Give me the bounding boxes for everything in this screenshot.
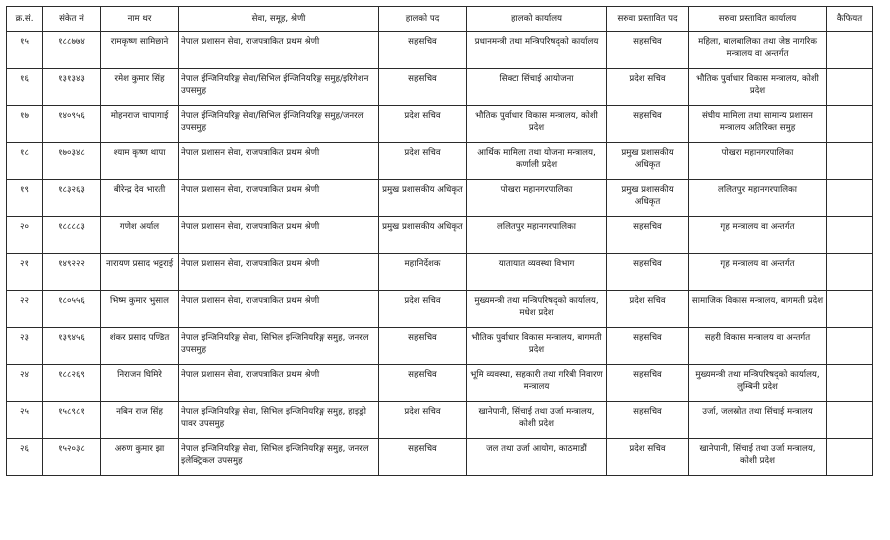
table-row — [7, 32, 873, 69]
cell-proposed-post: सहसचिव — [607, 254, 689, 291]
header-current-post: हालको पद — [379, 7, 467, 32]
cell-current-post: प्रमुख प्रशासकीय अधिकृत — [379, 217, 467, 254]
cell-current-post: प्रदेश सचिव — [379, 291, 467, 328]
cell-proposed-office: उर्जा, जलस्रोत तथा सिंचाई मन्त्रालय — [689, 402, 827, 439]
cell-name: भिष्म कुमार भुसाल — [101, 291, 179, 328]
cell-sn: २३ — [7, 328, 43, 365]
cell-sn: २४ — [7, 365, 43, 402]
table-row — [7, 106, 873, 143]
cell-sn: १५ — [7, 32, 43, 69]
cell-sn: २० — [7, 217, 43, 254]
cell-proposed-office: पोखरा महानगरपालिका — [689, 143, 827, 180]
cell-remarks — [827, 143, 873, 180]
cell-proposed-post: प्रदेश सचिव — [607, 69, 689, 106]
cell-service: नेपाल ईन्जिनियरिङ्ग सेवा/सिभिल ईन्जिनियरिङ्ग समुह/इरिगेशन उपसमुह — [179, 69, 379, 106]
cell-current-post: सहसचिव — [379, 439, 467, 476]
cell-remarks — [827, 217, 873, 254]
cell-remarks — [827, 254, 873, 291]
cell-remarks — [827, 365, 873, 402]
cell-name: नारायण प्रसाद भट्टराई — [101, 254, 179, 291]
table-row — [7, 291, 873, 328]
header-proposed-office: सरुवा प्रस्तावित कार्यालय — [689, 7, 827, 32]
cell-sn: २५ — [7, 402, 43, 439]
cell-current-office: खानेपानी, सिंचाई तथा उर्जा मन्त्रालय, कोशी प्रदेश — [467, 402, 607, 439]
cell-name: अरुण कुमार झा — [101, 439, 179, 476]
cell-name: श्याम कृष्ण थापा — [101, 143, 179, 180]
cell-code: १८८७७४ — [43, 32, 101, 69]
cell-proposed-office: गृह मन्त्रालय वा अन्तर्गत — [689, 217, 827, 254]
cell-service: नेपाल प्रशासन सेवा, राजपत्राकित प्रथम श्रेणी — [179, 180, 379, 217]
cell-name: निराजन घिमिरे — [101, 365, 179, 402]
cell-code: १४०९५६ — [43, 106, 101, 143]
cell-remarks — [827, 32, 873, 69]
table-row — [7, 439, 873, 476]
cell-sn: २६ — [7, 439, 43, 476]
cell-sn: १७ — [7, 106, 43, 143]
cell-service: नेपाल ईन्जिनियरिङ्ग सेवा/सिभिल ईन्जिनियरिङ्ग समुह/जनरल उपसमुह — [179, 106, 379, 143]
cell-current-office: यातायात व्यवस्था विभाग — [467, 254, 607, 291]
cell-proposed-office: मुख्यमन्त्री तथा मन्त्रिपरिषद्को कार्यालय, लुम्बिनी प्रदेश — [689, 365, 827, 402]
cell-proposed-post: सहसचिव — [607, 32, 689, 69]
cell-current-office: सिक्टा सिंचाई आयोजना — [467, 69, 607, 106]
cell-sn: २२ — [7, 291, 43, 328]
cell-code: १८०५५६ — [43, 291, 101, 328]
cell-remarks — [827, 328, 873, 365]
cell-proposed-office: संघीय मामिला तथा सामान्य प्रशासन मन्त्रालय अतिरिक्त समुह — [689, 106, 827, 143]
header-row — [7, 7, 873, 32]
cell-current-office: भौतिक पुर्वाधार विकास मन्त्रालय, कोशी प्रदेश — [467, 106, 607, 143]
cell-code: १८३२६३ — [43, 180, 101, 217]
cell-proposed-post: सहसचिव — [607, 106, 689, 143]
table-row — [7, 180, 873, 217]
cell-current-office: आर्थिक मामिला तथा योजना मन्त्रालय, कर्णाली प्रदेश — [467, 143, 607, 180]
cell-service: नेपाल प्रशासन सेवा, राजपत्राकित प्रथम श्रेणी — [179, 217, 379, 254]
cell-current-office: भूमि व्यवस्था, सहकारी तथा गरिबी निवारण मन्त्रालय — [467, 365, 607, 402]
header-name: नाम थर — [101, 7, 179, 32]
cell-proposed-office: महिला, बालबालिका तथा जेष्ठ नागरिक मन्त्रालय वा अन्तर्गत — [689, 32, 827, 69]
cell-proposed-office: ललितपुर महानगरपालिका — [689, 180, 827, 217]
header-code: संकेत नं — [43, 7, 101, 32]
cell-service: नेपाल प्रशासन सेवा, राजपत्राकित प्रथम श्रेणी — [179, 291, 379, 328]
cell-proposed-office: गृह मन्त्रालय वा अन्तर्गत — [689, 254, 827, 291]
cell-name: मोहनराज चापागाई — [101, 106, 179, 143]
transfer-list-sheet — [6, 6, 873, 476]
cell-name: बीरेन्द्र देव भारती — [101, 180, 179, 217]
cell-current-post: सहसचिव — [379, 32, 467, 69]
cell-proposed-office: सामाजिक विकास मन्त्रालय, बागमती प्रदेश — [689, 291, 827, 328]
cell-proposed-office: खानेपानी, सिंचाई तथा उर्जा मन्त्रालय, कोशी प्रदेश — [689, 439, 827, 476]
cell-name: गणेश अर्याल — [101, 217, 179, 254]
table-row — [7, 328, 873, 365]
cell-service: नेपाल प्रशासन सेवा, राजपत्राकित प्रथम श्रेणी — [179, 365, 379, 402]
header-sn: क्र.सं. — [7, 7, 43, 32]
header-service: सेवा, समूह, श्रेणी — [179, 7, 379, 32]
cell-code: १३९४५६ — [43, 328, 101, 365]
cell-sn: १६ — [7, 69, 43, 106]
cell-current-post: सहसचिव — [379, 328, 467, 365]
cell-name: नबिन राज सिंह — [101, 402, 179, 439]
cell-current-post: प्रदेश सचिव — [379, 402, 467, 439]
cell-proposed-office: भौतिक पुर्वाधार विकास मन्त्रालय, कोशी प्रदेश — [689, 69, 827, 106]
header-proposed-post: सरुवा प्रस्तावित पद — [607, 7, 689, 32]
cell-code: १८८२६९ — [43, 365, 101, 402]
cell-service: नेपाल प्रशासन सेवा, राजपत्राकित प्रथम श्रेणी — [179, 254, 379, 291]
cell-proposed-office: सहरी विकास मन्त्रालय वा अन्तर्गत — [689, 328, 827, 365]
table-row — [7, 254, 873, 291]
cell-remarks — [827, 402, 873, 439]
cell-sn: २१ — [7, 254, 43, 291]
cell-remarks — [827, 439, 873, 476]
table-row — [7, 143, 873, 180]
cell-current-post: प्रदेश सचिव — [379, 106, 467, 143]
cell-name: रामकृष्ण सामिछाने — [101, 32, 179, 69]
cell-remarks — [827, 180, 873, 217]
cell-current-post: प्रदेश सचिव — [379, 143, 467, 180]
cell-sn: १९ — [7, 180, 43, 217]
cell-service: नेपाल प्रशासन सेवा, राजपत्राकित प्रथम श्रेणी — [179, 32, 379, 69]
table-row — [7, 365, 873, 402]
cell-proposed-post: सहसचिव — [607, 328, 689, 365]
cell-proposed-post: सहसचिव — [607, 365, 689, 402]
cell-code: १४९२२२ — [43, 254, 101, 291]
cell-current-office: भौतिक पुर्वाधार विकास मन्त्रालय, बागमती प्रदेश — [467, 328, 607, 365]
cell-proposed-post: सहसचिव — [607, 217, 689, 254]
cell-current-post: सहसचिव — [379, 365, 467, 402]
cell-service: नेपाल इन्जिनियरिङ्ग सेवा, सिभिल इन्जिनियरिङ्ग समुह, जनरल इलेक्ट्रिकल उपसमुह — [179, 439, 379, 476]
cell-service: नेपाल इन्जिनियरिङ्ग सेवा, सिभिल इन्जिनियरिङ्ग समुह, हाइड्रो पावर उपसमुह — [179, 402, 379, 439]
cell-remarks — [827, 106, 873, 143]
cell-name: शंकर प्रसाद पण्डित — [101, 328, 179, 365]
cell-code: १८८८८३ — [43, 217, 101, 254]
cell-service: नेपाल इन्जिनियरिङ्ग सेवा, सिभिल इन्जिनियरिङ्ग समुह, जनरल उपसमुह — [179, 328, 379, 365]
table-body — [7, 32, 873, 476]
header-remarks: कैफियत — [827, 7, 873, 32]
cell-sn: १८ — [7, 143, 43, 180]
cell-current-office: जल तथा उर्जा आयोग, काठमाडौं — [467, 439, 607, 476]
cell-proposed-post: प्रमुख प्रशासकीय अधिकृत — [607, 180, 689, 217]
header-current-office: हालको कार्यालय — [467, 7, 607, 32]
cell-remarks — [827, 69, 873, 106]
cell-remarks — [827, 291, 873, 328]
cell-current-post: प्रमुख प्रशासकीय अधिकृत — [379, 180, 467, 217]
cell-current-office: प्रधानमन्त्री तथा मन्त्रिपरिषद्को कार्यालय — [467, 32, 607, 69]
table-row — [7, 402, 873, 439]
cell-service: नेपाल प्रशासन सेवा, राजपत्राकित प्रथम श्रेणी — [179, 143, 379, 180]
cell-current-office: पोखरा महानगरपालिका — [467, 180, 607, 217]
cell-proposed-post: प्रदेश सचिव — [607, 291, 689, 328]
cell-current-office: मुख्यमन्त्री तथा मन्त्रिपरिषद्को कार्यालय, मधेश प्रदेश — [467, 291, 607, 328]
cell-current-post: महानिर्देशक — [379, 254, 467, 291]
cell-code: १५२०३८ — [43, 439, 101, 476]
cell-code: १३१३४३ — [43, 69, 101, 106]
cell-name: रमेश कुमार सिंह — [101, 69, 179, 106]
cell-current-post: सहसचिव — [379, 69, 467, 106]
cell-proposed-post: प्रमुख प्रशासकीय अधिकृत — [607, 143, 689, 180]
cell-current-office: ललितपुर महानगरपालिका — [467, 217, 607, 254]
cell-code: १५८९८१ — [43, 402, 101, 439]
cell-code: १७०३४८ — [43, 143, 101, 180]
cell-proposed-post: सहसचिव — [607, 402, 689, 439]
cell-proposed-post: प्रदेश सचिव — [607, 439, 689, 476]
table-row — [7, 69, 873, 106]
table-row — [7, 217, 873, 254]
transfer-table — [6, 6, 873, 476]
